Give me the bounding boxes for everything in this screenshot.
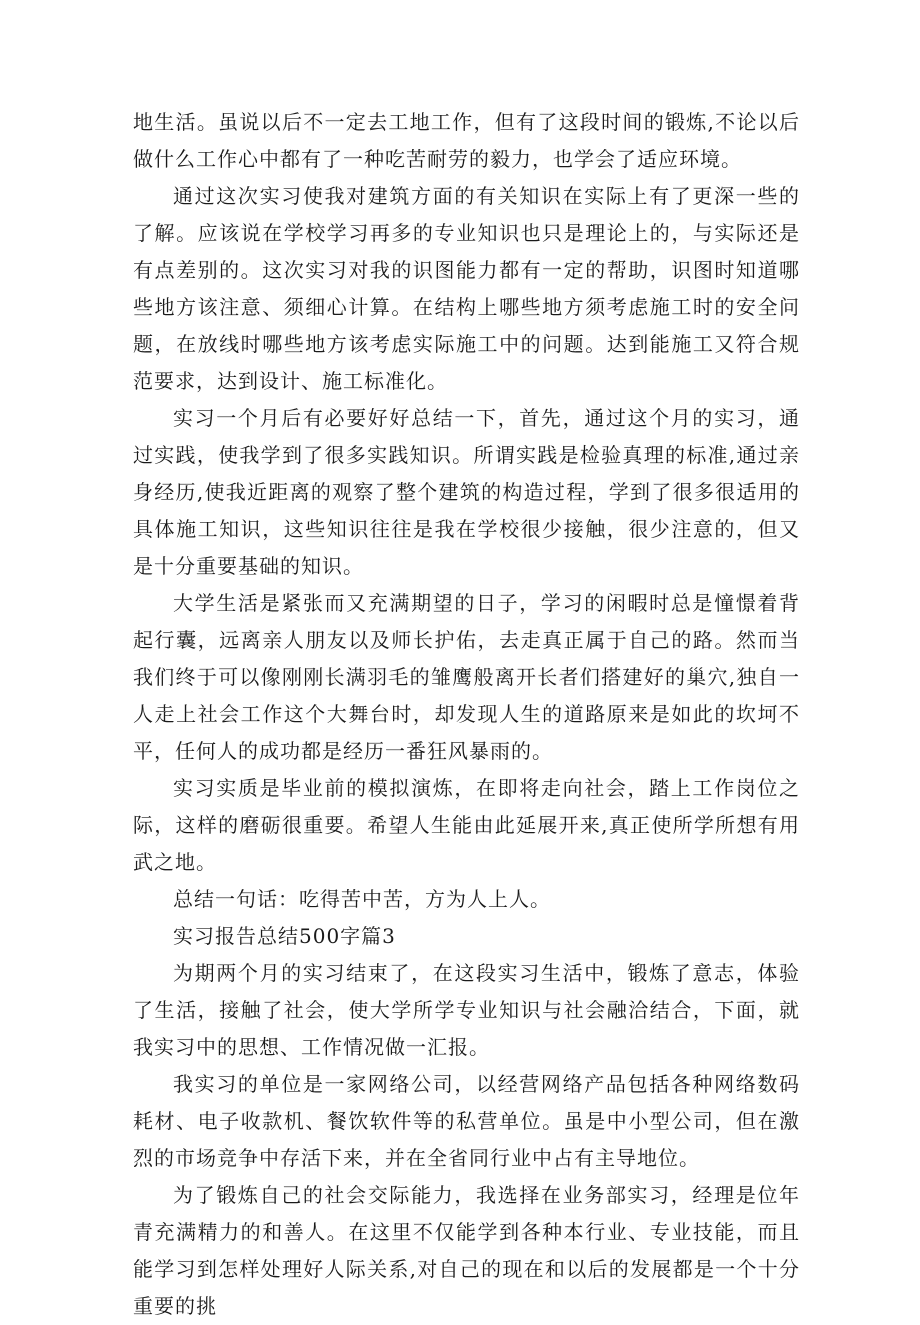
paragraph-10: 为了锻炼自己的社会交际能力，我选择在业务部实习，经理是位年青充满精力的和善人。在这里不仅能学到各种本行业、专业技能，而且能学习到怎样处理好人际关系,对自己的现在和以后的发展都是一个十分重要的挑 — [133, 1183, 800, 1318]
paragraph-5: 实习实质是毕业前的模拟演炼，在即将走向社会，踏上工作岗位之际，这样的磨砺很重要。希望人生能由此延展开来,真正使所学所想有用武之地。 — [133, 776, 800, 874]
paragraph-6: 总结一句话：吃得苦中苦，方为人上人。 — [173, 887, 551, 911]
paragraph-3: 实习一个月后有必要好好总结一下，首先，通过这个月的实习，通过实践，使我学到了很多实践知识。所谓实践是检验真理的标准,通过亲身经历,使我近距离的观察了整个建筑的构造过程，学到了很多很适用的具体施工知识，这些知识往往是我在学校很少接触，很少注意的，但又是十分重要基础的知识。 — [133, 406, 800, 578]
paragraph-1: 地生活。虽说以后不一定去工地工作，但有了这段时间的锻炼,不论以后做什么工作心中都有了一种吃苦耐劳的毅力，也学会了适应环境。 — [133, 110, 800, 171]
paragraph-9: 我实习的单位是一家网络公司，以经营网络产品包括各种网络数码耗材、电子收款机、餐饮软件等的私营单位。虽是中小型公司，但在激烈的市场竞争中存活下来，并在全省同行业中占有主导地位。 — [133, 1072, 800, 1170]
paragraph-8: 为期两个月的实习结束了，在这段实习生活中，锻炼了意志，体验了生活，接触了社会，使大学所学专业知识与社会融洽结合，下面，就我实习中的思想、工作情况做一汇报。 — [133, 961, 800, 1059]
section-heading: 实习报告总结500字篇3 — [173, 924, 396, 948]
paragraph-2: 通过这次实习使我对建筑方面的有关知识在实际上有了更深一些的了解。应该说在学校学习再多的专业知识也只是理论上的，与实际还是有点差别的。这次实习对我的识图能力都有一定的帮助，识图时知道哪些地方该注意、须细心计算。在结构上哪些地方须考虑施工时的安全问题，在放线时哪些地方该考虑实际施工中的问题。达到能施工又符合规范要求，达到设计、施工标准化。 — [133, 184, 800, 393]
paragraph-4: 大学生活是紧张而又充满期望的日子，学习的闲暇时总是憧憬着背起行囊，远离亲人朋友以及师长护佑，去走真正属于自己的路。然而当我们终于可以像刚刚长满羽毛的雏鹰般离开长者们搭建好的巢穴,独自一人走上社会工作这个大舞台时，却发现人生的道路原来是如此的坎坷不平，任何人的成功都是经历一番狂风暴雨的。 — [133, 591, 800, 763]
